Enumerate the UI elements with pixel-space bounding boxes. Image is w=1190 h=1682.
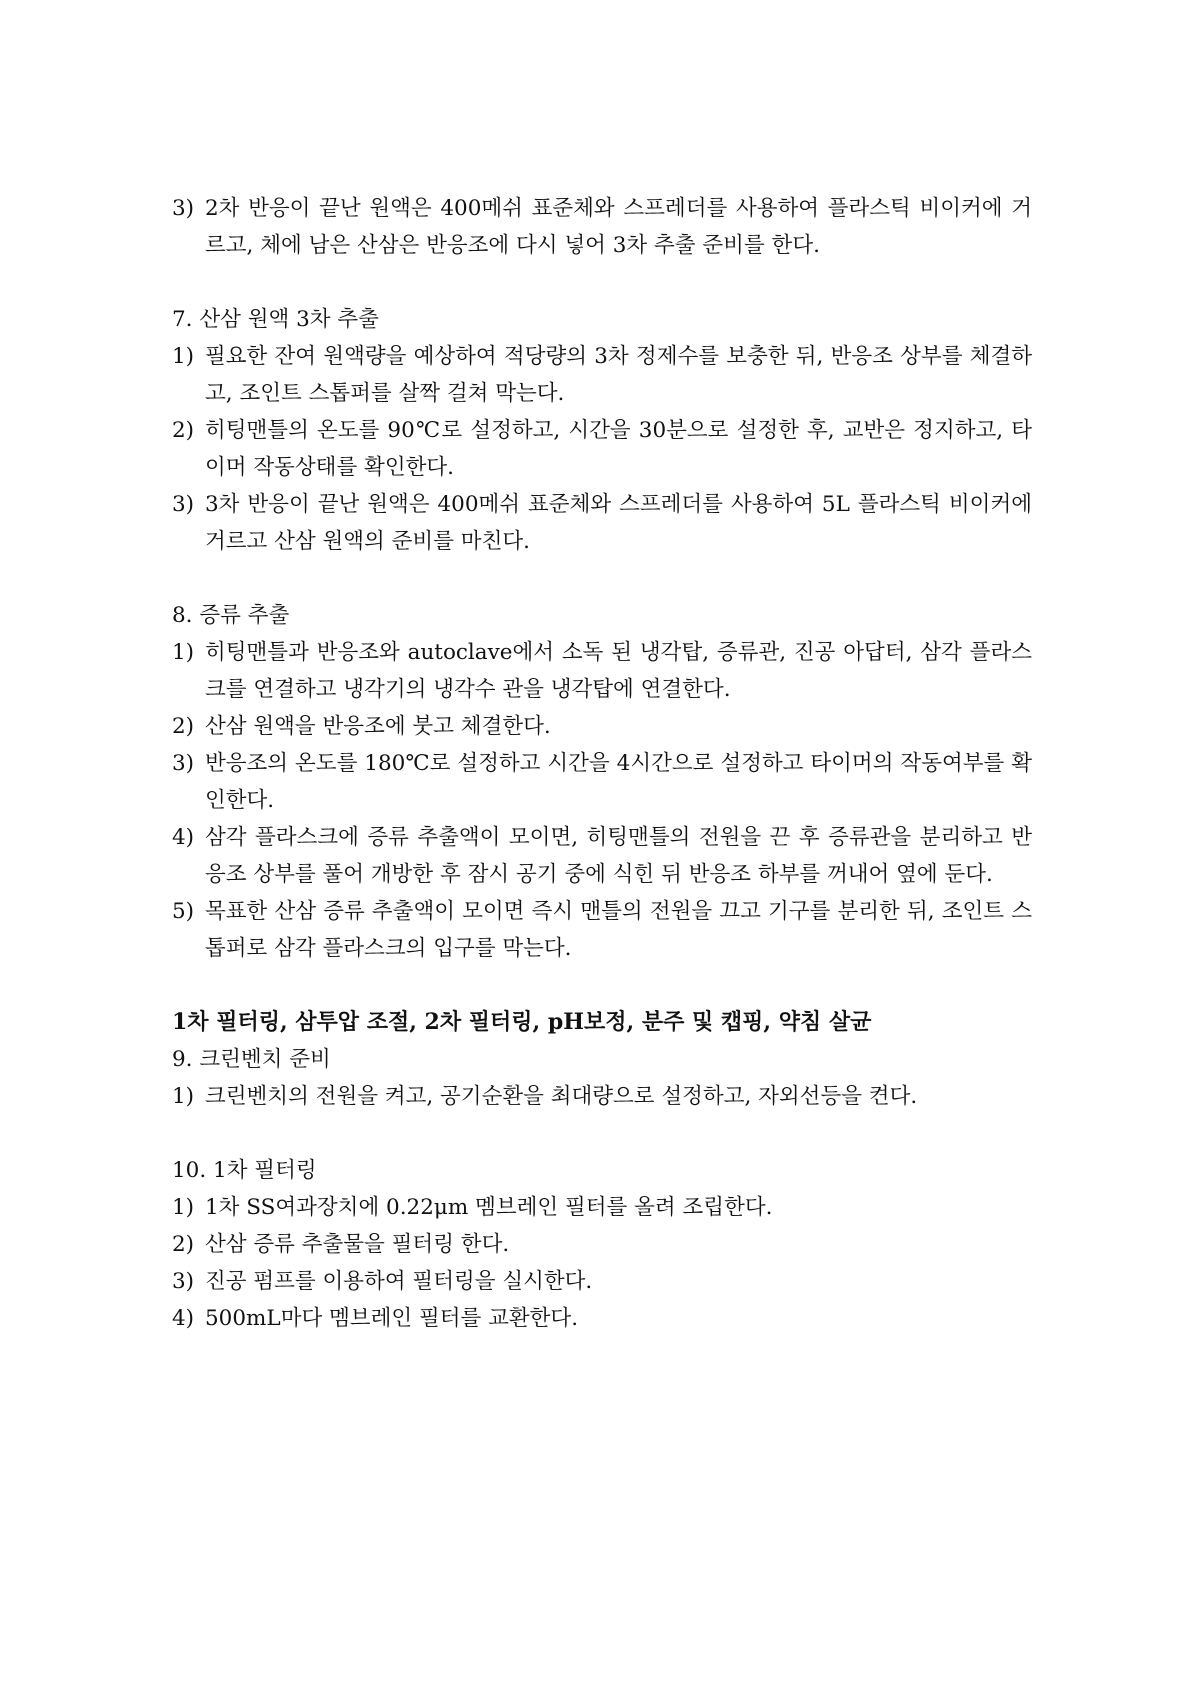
- item-text: 히팅맨틀과 반응조와 autoclave에서 소독 된 냉각탑, 증류관, 진공 아답터, 삼각 플라스크를 연결하고 냉각기의 냉각수 관을 냉각탑에 연결한다.: [205, 640, 1032, 702]
- spacer: [172, 967, 1032, 1004]
- item-text: 산삼 증류 추출물을 필터링 한다.: [205, 1232, 510, 1257]
- list-item: [172, 745, 1032, 819]
- list-item: [172, 819, 1032, 893]
- item-text: 목표한 산삼 증류 추출액이 모이면 즉시 맨틀의 전원을 끄고 기구를 분리한 뒤, 조인트 스톱퍼로 삼각 플라스크의 입구를 막는다.: [205, 899, 1032, 961]
- spacer: [172, 1115, 1032, 1152]
- item-number: 3): [172, 1269, 195, 1294]
- list-item: [172, 190, 1032, 264]
- list-item: [172, 1300, 1032, 1337]
- list-item: [172, 634, 1032, 708]
- item-number: 2): [172, 714, 195, 739]
- section-7-title: 7. 산삼 원액 3차 추출: [172, 307, 379, 332]
- item-number: 3): [172, 196, 195, 221]
- list-item: [172, 893, 1032, 967]
- item-number: 1): [172, 1084, 195, 1109]
- item-number: 4): [172, 1306, 195, 1331]
- section-10-title: 10. 1차 필터링: [172, 1158, 317, 1183]
- item-number: 3): [172, 492, 195, 517]
- item-text: 2차 반응이 끝난 원액은 400메쉬 표준체와 스프레더를 사용하여 플라스틱 비이커에 거르고, 체에 남은 산삼은 반응조에 다시 넣어 3차 추출 준비를 한다.: [205, 196, 1032, 258]
- list-item: [172, 1263, 1032, 1300]
- item-text: 진공 펌프를 이용하여 필터링을 실시한다.: [205, 1269, 593, 1294]
- item-number: 3): [172, 751, 195, 776]
- item-text: 히팅맨틀의 온도를 90℃로 설정하고, 시간을 30분으로 설정한 후, 교반은 정지하고, 타이머 작동상태를 확인한다.: [205, 418, 1032, 480]
- list-item: [172, 708, 1032, 745]
- item-text: 반응조의 온도를 180℃로 설정하고 시간을 4시간으로 설정하고 타이머의 작동여부를 확인한다.: [205, 751, 1032, 813]
- item-number: 1): [172, 640, 195, 665]
- item-number: 1): [172, 1195, 195, 1220]
- spacer: [172, 560, 1032, 597]
- list-item: [172, 1078, 1032, 1115]
- item-text: 필요한 잔여 원액량을 예상하여 적당량의 3차 정제수를 보충한 뒤, 반응조 상부를 체결하고, 조인트 스톱퍼를 살짝 걸쳐 막는다.: [205, 344, 1032, 406]
- list-item: [172, 412, 1032, 486]
- part-heading: 1차 필터링, 삼투압 조절, 2차 필터링, pH보정, 분주 및 캡핑, 약침 살균: [172, 1009, 872, 1035]
- document-page: [172, 190, 1032, 1337]
- item-text: 산삼 원액을 반응조에 붓고 체결한다.: [205, 714, 551, 739]
- item-number: 4): [172, 825, 195, 850]
- item-text: 크린벤치의 전원을 켜고, 공기순환을 최대량으로 설정하고, 자외선등을 켠다.: [205, 1084, 918, 1109]
- list-item: [172, 1226, 1032, 1263]
- item-number: 1): [172, 344, 195, 369]
- list-item: [172, 486, 1032, 560]
- item-text: 삼각 플라스크에 증류 추출액이 모이면, 히팅맨틀의 전원을 끈 후 증류관을 분리하고 반응조 상부를 풀어 개방한 후 잠시 공기 중에 식힌 뒤 반응조 하부를 꺼내어 옆에 둔다.: [205, 825, 1032, 887]
- section-9-title: 9. 크린벤치 준비: [172, 1047, 331, 1072]
- item-text: 3차 반응이 끝난 원액은 400메쉬 표준체와 스프레더를 사용하여 5L 플라스틱 비이커에 거르고 산삼 원액의 준비를 마친다.: [205, 492, 1032, 554]
- section-8-title: 8. 증류 추출: [172, 603, 290, 628]
- item-number: 5): [172, 899, 195, 924]
- spacer: [172, 264, 1032, 301]
- item-number: 2): [172, 418, 195, 443]
- item-text: 1차 SS여과장치에 0.22μm 멤브레인 필터를 올려 조립한다.: [205, 1195, 773, 1220]
- list-item: [172, 338, 1032, 412]
- item-text: 500mL마다 멤브레인 필터를 교환한다.: [205, 1306, 579, 1331]
- list-item: [172, 1189, 1032, 1226]
- item-number: 2): [172, 1232, 195, 1257]
